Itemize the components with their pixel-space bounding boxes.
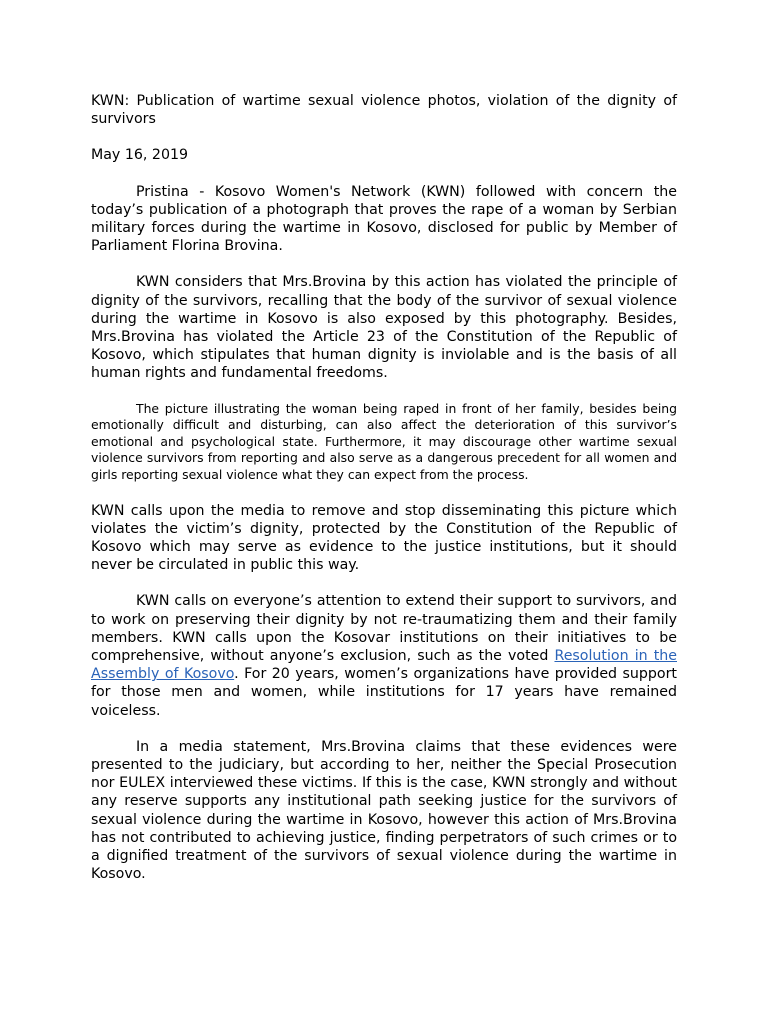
document-title: KWN: Publication of wartime sexual violence photos, violation of the dignity of survivors — [91, 93, 677, 128]
paragraph-media-call: KWN calls upon the media to remove and stop disseminating this picture which violates the victim’s dignity, protected by the Constitution of the Republic of Kosovo which may serve as evidence to the justice institutions, but it should never be circulated in public this way. — [91, 502, 677, 574]
support-call-text-start: KWN calls on everyone’s attention to extend their support to survivors, and to work on preserving their dignity by not re-traumatizing them and their family members. KWN calls upon the Kosovar institutions on their initiatives to be comprehensive, without anyone’s exclusion, such as the voted — [91, 593, 677, 665]
paragraph-media-statement: In a media statement, Mrs.Brovina claims that these evidences were presented to the judiciary, but according to her, neither the Special Prosecution nor EULEX interviewed these victims. If this is the case, KWN strongly and without any reserve supports any institutional path seeking justice for the survivors of sexual violence during the wartime in Kosovo, however this action of Mrs.Brovina has not contributed to achieving justice, finding perpetrators of such crimes or to a dignified treatment of the survivors of sexual violence during the wartime in Kosovo. — [91, 738, 677, 883]
paragraph-picture-impact: The picture illustrating the woman being raped in front of her family, besides being emotionally difficult and disturbing, can also affect the deterioration of this survivor’s emotional and psychological state. Furthermore, it may discourage other wartime sexual violence survivors from reporting and also serve as a dangerous precedent for all women and girls reporting sexual violence what they can expect from the process. — [91, 400, 677, 483]
support-call-text-end: . For 20 years, women’s organizations have provided support for those men and women, while institutions for 17 years have remained voiceless. — [91, 666, 677, 719]
document-page — [91, 92, 677, 883]
paragraph-intro: Pristina - Kosovo Women's Network (KWN) followed with concern the today’s publication of a photograph that proves the rape of a woman by Serbian military forces during the wartime in Kosovo, disclosed for public by Member of Parliament Florina Brovina. — [91, 183, 677, 255]
paragraph-support-call — [91, 592, 677, 719]
publication-date: May 16, 2019 — [91, 147, 189, 164]
paragraph-dignity-violation: KWN considers that Mrs.Brovina by this action has violated the principle of dignity of the survivors, recalling that the body of the survivor of sexual violence during the wartime in Kosovo is also exposed by this photography. Besides, Mrs.Brovina has violated the Article 23 of the Constitution of the Republic of Kosovo, which stipulates that human dignity is inviolable and is the basis of all human rights and fundamental freedoms. — [91, 274, 677, 382]
resolution-link[interactable]: Resolution in the Assembly of Kosovo — [91, 648, 677, 683]
